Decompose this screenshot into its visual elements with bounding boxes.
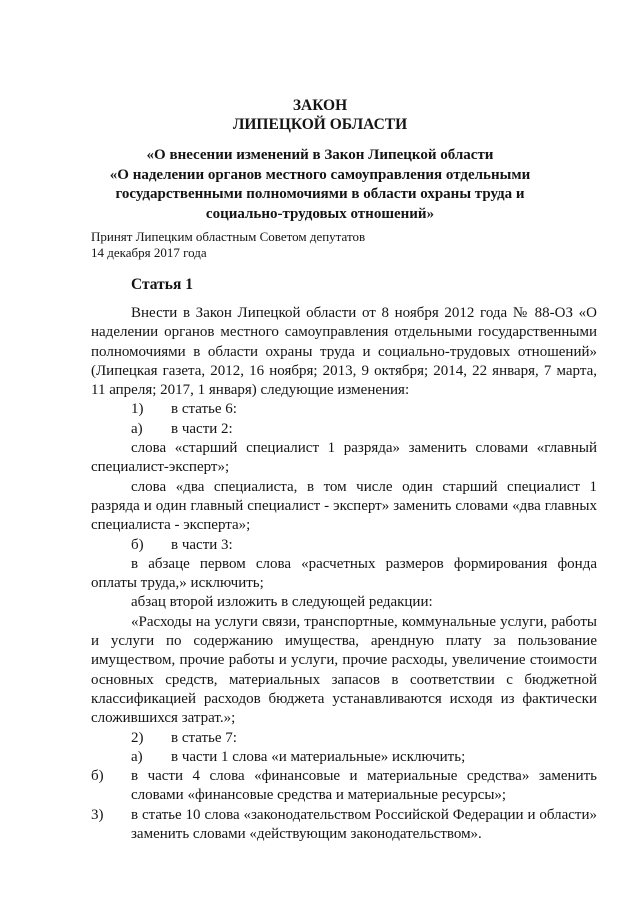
item-marker: 2)	[131, 729, 144, 746]
item-marker: 1)	[131, 401, 144, 418]
list-item	[91, 400, 597, 419]
paragraph: абзац второй изложить в следующей редакции:	[131, 594, 433, 611]
list-item	[91, 806, 597, 845]
law-subtitle	[80, 146, 560, 224]
law-word: ЗАКОН	[292, 97, 348, 114]
intro-paragraph: Внести в Закон Липецкой области от 8 ноября 2012 года № 88-ОЗ «О наделении органов местного самоуправления отдельными государственными полномочиями в области охраны труда и социально-трудовых отношений» (Липецкая газета, 2012, 16 ноября; 2013, 9 октября; 2014, 22 января, 7 марта, 11 апреля; 2017, 1 января) следующие изменения:	[91, 305, 597, 399]
item-marker: б)	[91, 768, 104, 785]
paragraph: слова «старший специалист 1 разряда» заменить словами «главный специалист-эксперт»;	[91, 440, 597, 476]
subtitle-line: социально-трудовых отношений»	[205, 205, 435, 222]
list-item	[91, 420, 597, 439]
adoption-note	[91, 229, 365, 261]
subtitle-line: «О внесении изменений в Закон Липецкой области	[146, 147, 494, 163]
item-text: в части 1 слова «и материальные» исключить;	[171, 748, 466, 765]
list-item	[91, 748, 597, 767]
article-body	[91, 304, 597, 844]
item-text: в статье 7:	[171, 729, 237, 746]
region-name: ЛИПЕЦКОЙ ОБЛАСТИ	[232, 116, 408, 133]
item-marker: а)	[131, 420, 143, 437]
adoption-date: 14 декабря 2017 года	[91, 245, 207, 260]
list-item	[91, 729, 597, 748]
item-marker: а)	[131, 748, 143, 765]
list-item	[91, 536, 597, 555]
article-heading: Статья 1	[131, 276, 193, 293]
item-text: в статье 6:	[171, 401, 237, 418]
list-item	[91, 767, 597, 806]
item-text: в части 4 слова «финансовые и материальные средства» заменить словами «финансовые средства и материальные ресурсы»;	[131, 768, 597, 804]
subtitle-line: государственными полномочиями в области охраны труда и	[115, 186, 525, 202]
item-marker: б)	[131, 536, 144, 553]
law-title	[0, 96, 640, 134]
item-text: в части 3:	[171, 536, 233, 553]
item-text: в части 2:	[171, 420, 233, 437]
quoted-paragraph: «Расходы на услуги связи, транспортные, коммунальные услуги, работы и услуги по содержанию имущества, арендную плату за пользование имуществом, прочие работы и услуги, прочие расходы, увеличение стоимости основных средств, материальных запасов в соответствии с бюджетной классификацией расходов бюджета устанавливаются исходя из фактически сложившихся затрат.»;	[91, 613, 597, 727]
paragraph: слова «два специалиста, в том числе один старший специалист 1 разряда и один главный специалист - эксперт» заменить словами «два главных специалиста - эксперта»;	[91, 478, 597, 534]
paragraph: в абзаце первом слова «расчетных размеров формирования фонда оплаты труда,» исключить;	[91, 555, 597, 592]
subtitle-line: «О наделении органов местного самоуправления отдельными	[109, 166, 531, 183]
adoption-body: Принят Липецким областным Советом депутатов	[91, 229, 366, 244]
item-text: в статье 10 слова «законодательством Российской Федерации и области» заменить словами «действующим законодательством».	[131, 806, 597, 843]
item-marker: 3)	[91, 806, 104, 823]
